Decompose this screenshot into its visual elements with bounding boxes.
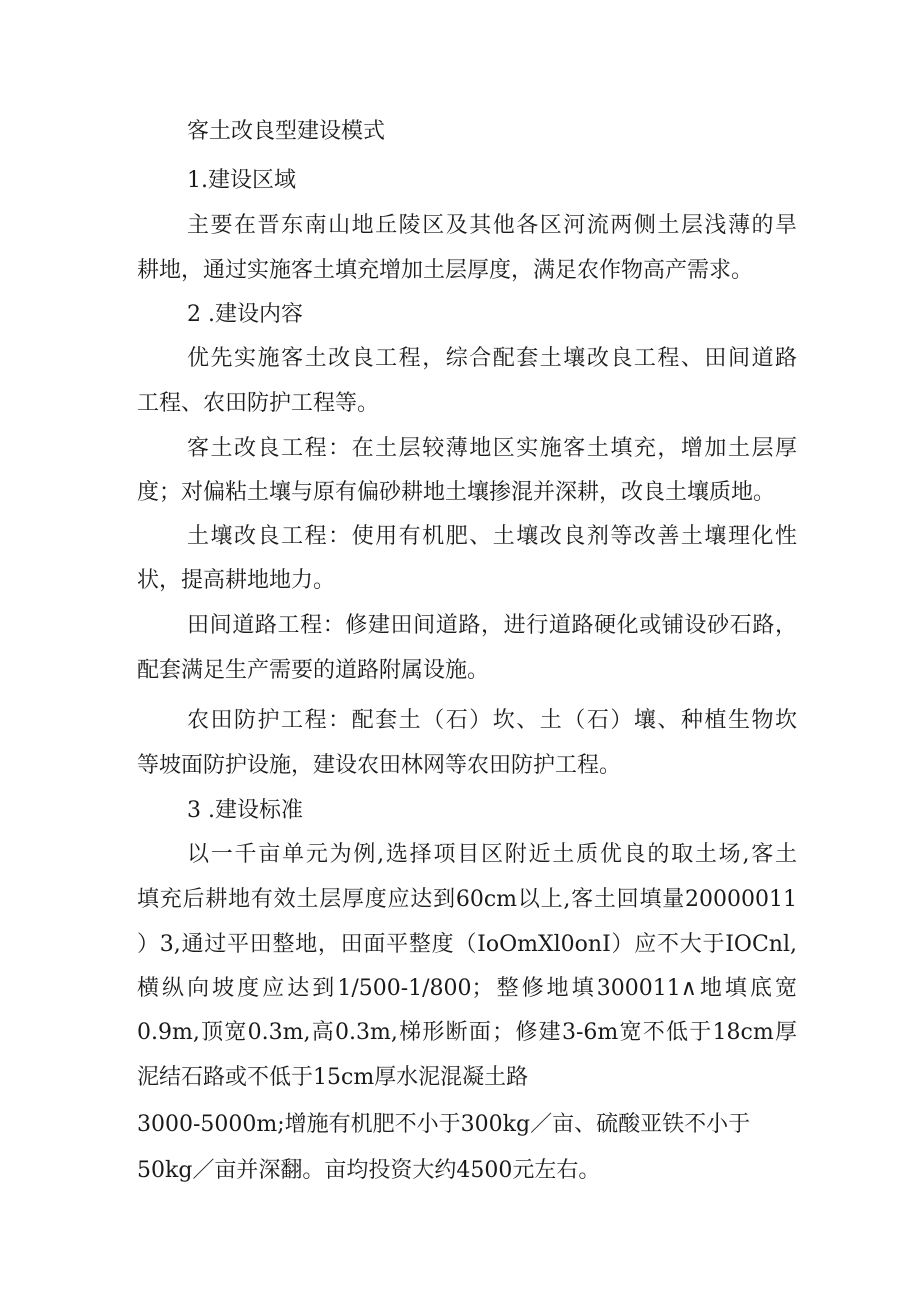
paragraph-line: 50kg／亩并深翻。亩均投资大约4500元左右。	[137, 1158, 601, 1183]
paragraph-line: 横纵向坡度应达到1/500-1/800；整修地填300011∧地填底宽	[137, 976, 797, 1001]
paragraph-line: 以一千亩单元为例,选择项目区附近土质优良的取土场,客土	[187, 842, 797, 867]
paragraph-line: 泥结石路或不低于15cm厚水泥混凝土路	[137, 1065, 529, 1090]
paragraph-line: 田间道路工程：修建田间道路，进行道路硬化或铺设砂石路，	[187, 613, 797, 638]
paragraph-line: 客土改良工程：在土层较薄地区实施客土填充，增加土层厚	[187, 436, 797, 461]
paragraph-line: 主要在晋东南山地丘陵区及其他各区河流两侧土层浅薄的旱	[187, 213, 797, 238]
paragraph-line: 0.9m,顶宽0.3m,高0.3m,梯形断面；修建3-6m宽不低于18cm厚	[137, 1020, 797, 1045]
paragraph-line: 工程、农田防护工程等。	[137, 391, 380, 416]
heading-construction-standard: 3 .建设标准	[187, 798, 303, 823]
paragraph-line: 等坡面防护设施，建设农田林网等农田防护工程。	[137, 753, 622, 778]
paragraph-line: 耕地，通过实施客土填充增加土层厚度，满足农作物高产需求。	[137, 258, 754, 283]
paragraph-line: 农田防护工程：配套土（石）坎、土（石）壤、种植生物坎	[187, 708, 797, 733]
paragraph-line: 度；对偏粘土壤与原有偏砂耕地土壤掺混并深耕，改良土壤质地。	[137, 480, 776, 505]
paragraph-line: 填充后耕地有效土层厚度应达到60cm以上,客土回填量20000011	[137, 887, 797, 912]
heading-construction-content: 2 .建设内容	[187, 302, 303, 327]
paragraph-line: 3000-5000m;增施有机肥不小于300kg／亩、硫酸亚铁不小于	[137, 1112, 751, 1137]
paragraph-line: ）3,通过平田整地，田面平整度（IoOmXl0onI）应不大于IOCnl,	[137, 932, 797, 957]
paragraph-line: 优先实施客土改良工程，综合配套土壤改良工程、田间道路	[187, 346, 797, 371]
heading-construction-area: 1.建设区域	[187, 168, 296, 193]
paragraph-line: 配套满足生产需要的道路附属设施。	[137, 658, 490, 683]
paragraph-line: 状，提高耕地地力。	[137, 568, 336, 593]
paragraph-line: 土壤改良工程：使用有机肥、土壤改良剂等改善土壤理化性	[187, 524, 797, 549]
section-title: 客土改良型建设模式	[187, 119, 386, 144]
